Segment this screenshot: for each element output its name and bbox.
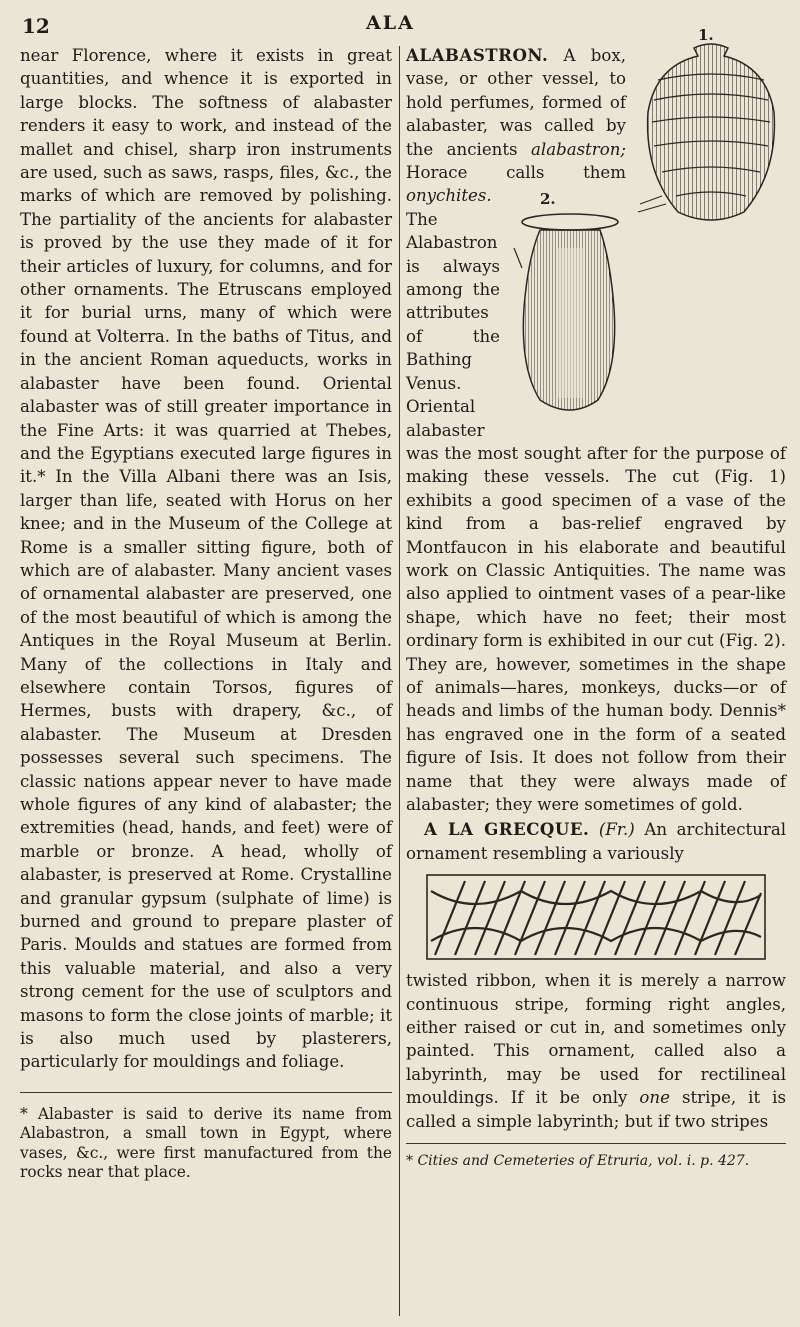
entry1-term-onychites: onychites.: [406, 186, 492, 206]
fig2-label: 2.: [540, 190, 556, 209]
entry2-term-one: one: [639, 1088, 670, 1108]
footnote-left: * Alabaster is said to derive its name from Alabastron, a small town in Egypt, where vases, &c., were first manufactured from the rocks near that place.: [20, 1104, 392, 1182]
entry2-abbr: (Fr.): [598, 820, 635, 840]
footnote-rule-right: [406, 1143, 786, 1144]
fig1-label: 1.: [698, 26, 714, 44]
footnote-right: * Cities and Cemeteries of Etruria, vol. i. p. 427.: [406, 1153, 750, 1170]
vase-illustration: [636, 22, 786, 232]
entry2-text-c: stripe, it is called a simple labyrinth; but if two stripes: [406, 1088, 786, 1131]
footnote-rule: [20, 1092, 392, 1093]
entry2-text-a: An architectural ornament resembling a variously: [406, 820, 787, 863]
entry1-headword: ALABASTRON.: [406, 45, 549, 65]
column-divider: [399, 46, 400, 1316]
pear-vase-illustration: [510, 188, 626, 423]
entry1-text-b: Horace calls them: [406, 163, 626, 183]
entry2-headword: A LA GRECQUE.: [424, 819, 590, 840]
entry1-text-c: The Alabastron is always among the attributes of the Bathing Venus. Oriental alabaster was the most sought after for the purpose of making these vessels. The cut (Fig. 1) exhibits a good specimen of a vase of the kind from a bas-relief engraved by Montfaucon in his elaborate and beautiful work on Classic Antiquities. The name was also applied to ointment vases of a pear-like shape, which have no feet; their most ordinary form is exhibited in our cut (Fig. 2). They are, however, sometimes in the shape of animals—hares, monkeys, ducks—or of heads and limbs of the human body. Dennis* has engraved one in the form of a seated figure of Isis. It does not follow from their name that they were always made of alabaster; they were sometimes of gold.: [406, 209, 786, 814]
running-head: ALA: [366, 12, 415, 34]
page-number: 12: [22, 14, 50, 38]
entry1-term-alabastron: alabastron;: [531, 139, 627, 159]
entry2-continuation: [406, 969, 786, 1133]
entry-a-la-grecque: [406, 818, 786, 865]
entry1-text-a: A box, vase, or other vessel, to hold perfumes, formed of alabaster, was called by the ancients: [406, 46, 626, 159]
entry-alabastron: [406, 26, 786, 816]
entry2-text-b: twisted ribbon, when it is merely a narrow continuous stripe, forming right angles, either raised or cut in, and sometimes only painted. This ornament, called also a labyrinth, may be used for rectilineal mouldings. If it be only: [406, 971, 786, 1108]
grecque-ornament-illustration: [425, 871, 767, 963]
alabaster-paragraph: near Florence, where it exists in great quantities, and whence it is exported in large blocks. The softness of alabaster renders it easy to work, and instead of the mallet and chisel, sharp iron instruments are used, such as saws, rasps, files, &c., the marks of which are removed by polishing. The partiality of the ancients for alabaster is proved by the use they made of it for their articles of luxury, for columns, and for other ornaments. The Etruscans employed it for burial urns, many of which were found at Volterra. In the baths of Titus, and in the ancient Roman aqueducts, works in alabaster have been found. Oriental alabaster was of still greater importance in the Fine Arts: it was quarried at Thebes, and the Egyptians executed large figures in it.* In the Villa Albani there was an Isis, larger than life, seated with Horus on her knee; and in the Museum of the College at Rome is a smaller sitting figure, both of which are of alabaster. Many ancient vases of ornamental alabaster are preserved, one of the most beautiful of which is among the Antiques in the Royal Museum at Berlin. Many of the collections in Italy and elsewhere contain Torsos, figures of Hermes, busts with drapery, &c., of alabaster. The Museum at Dresden possesses several such specimens. The classic nations appear never to have made whole figures of any kind of alabaster; the extremities (head, hands, and feet) were of marble or bronze. A head, wholly of alabaster, is preserved at Rome. Crystalline and granular gypsum (sulphate of lime) is burned and ground to prepare plaster of Paris. Moulds and statues are formed from this valuable material, and also a very strong cement for the use of sculptors and masons to form the close joints of marble; it is also much used by plasterers, particularly for mouldings and foliage.: [20, 46, 392, 1072]
left-column: [20, 44, 392, 1183]
fig2-ointment-vase: [510, 188, 626, 423]
right-column: [406, 26, 787, 1170]
fig1-alabastron-vase: [636, 22, 786, 232]
